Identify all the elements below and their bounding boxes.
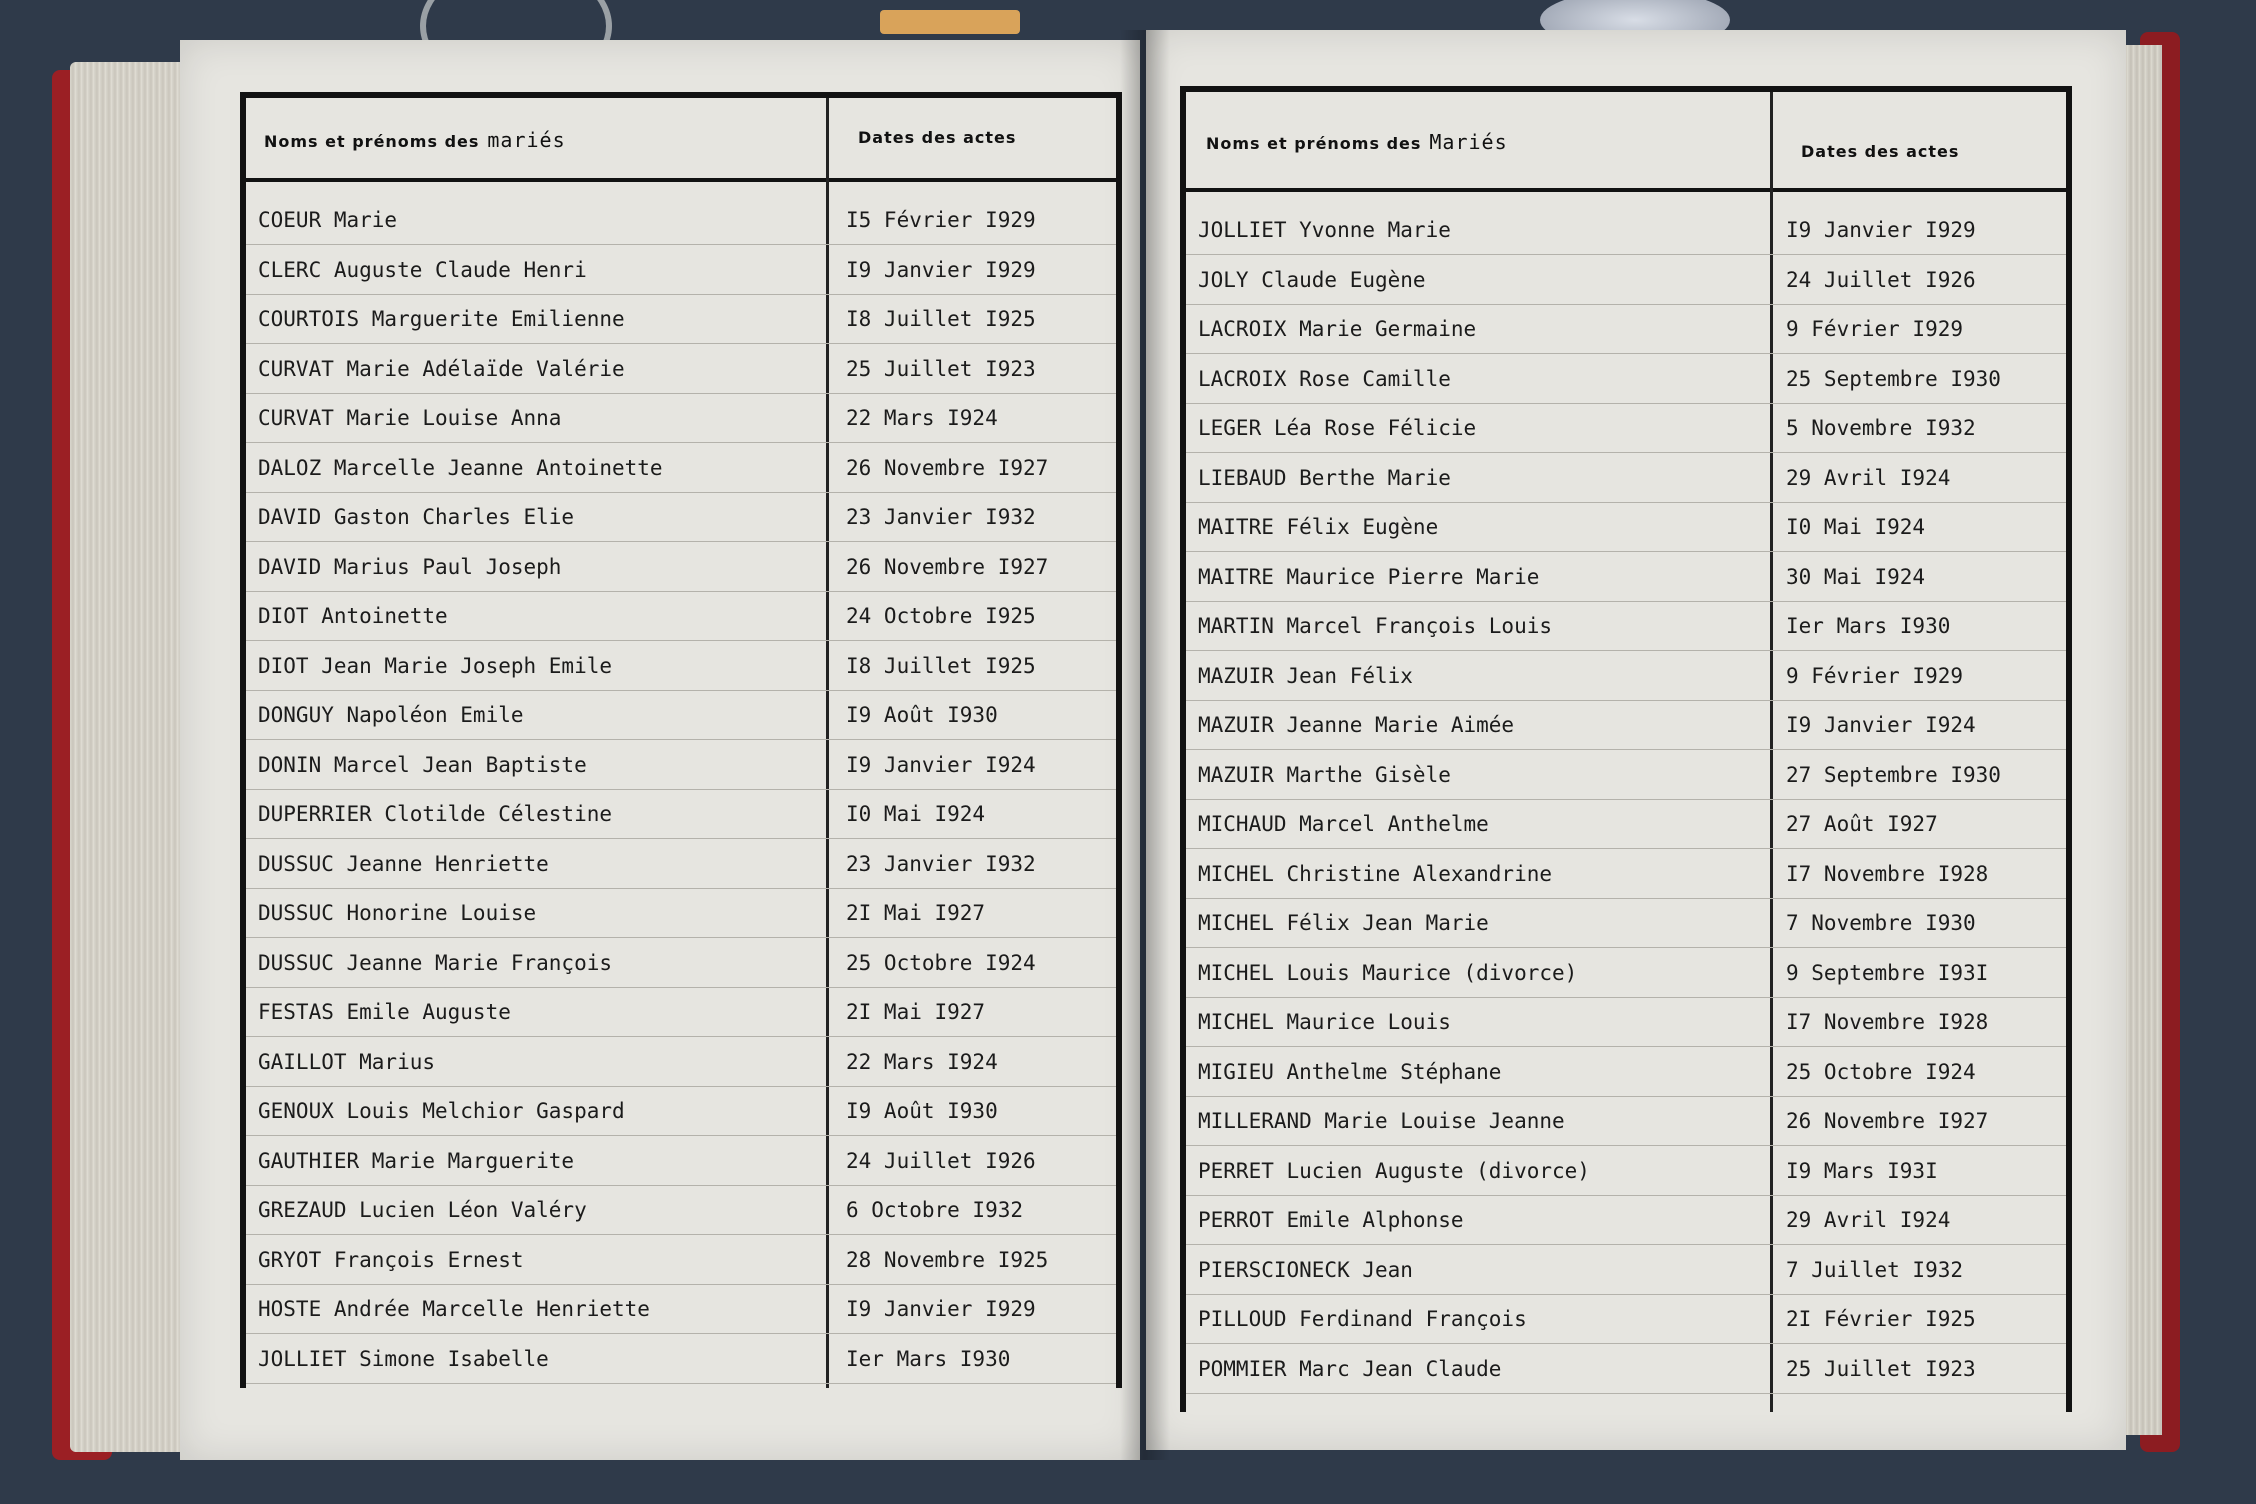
entry-name: LACROIX Marie Germaine bbox=[1198, 317, 1477, 341]
entry-date: 22 Mars I924 bbox=[846, 406, 998, 430]
entry-date: I5 Février I929 bbox=[846, 208, 1036, 232]
entry-name: DAVID Marius Paul Joseph bbox=[258, 554, 562, 579]
entry-date: 24 Octobre I925 bbox=[846, 604, 1036, 628]
entry-name: LIEBAUD Berthe Marie bbox=[1198, 465, 1451, 490]
entry-date: 22 Mars I924 bbox=[846, 1049, 998, 1074]
left-header-handwritten: mariés bbox=[487, 128, 566, 152]
register-row bbox=[246, 198, 1116, 245]
entry-name: JOLLIET Simone Isabelle bbox=[258, 1346, 549, 1371]
entry-date: I9 Janvier I924 bbox=[846, 752, 1036, 777]
entry-date: 30 Mai I924 bbox=[1786, 564, 1926, 589]
entry-name: GREZAUD Lucien Léon Valéry bbox=[258, 1198, 587, 1222]
entry-date: I9 Janvier I924 bbox=[1786, 713, 1976, 737]
entry-date: I7 Novembre I928 bbox=[1786, 1010, 1989, 1034]
entry-name: DALOZ Marcelle Jeanne Antoinette bbox=[258, 455, 663, 480]
entry-name: MARTIN Marcel François Louis bbox=[1198, 614, 1553, 638]
entry-date: 9 Septembre I93I bbox=[1786, 960, 1989, 985]
right-table-header bbox=[1186, 92, 2066, 192]
register-row bbox=[1186, 802, 2066, 849]
register-row bbox=[1186, 852, 2066, 899]
entry-date: 5 Novembre I932 bbox=[1786, 416, 1976, 440]
entry-name: POMMIER Marc Jean Claude bbox=[1198, 1356, 1502, 1381]
entry-name: DUPERRIER Clotilde Célestine bbox=[258, 802, 613, 826]
entry-date: 29 Avril I924 bbox=[1786, 1208, 1951, 1232]
register-row bbox=[1186, 307, 2066, 354]
entry-date: 23 Janvier I932 bbox=[846, 851, 1036, 876]
entry-name: DONGUY Napoléon Emile bbox=[258, 703, 524, 727]
register-row bbox=[1186, 555, 2066, 602]
entry-date: 25 Juillet I923 bbox=[846, 356, 1036, 381]
right-header-handwritten: Mariés bbox=[1429, 130, 1508, 154]
entry-name: MICHAUD Marcel Anthelme bbox=[1198, 812, 1489, 836]
register-row bbox=[1186, 1297, 2066, 1344]
entry-name: PILLOUD Ferdinand François bbox=[1198, 1307, 1527, 1331]
register-row bbox=[1186, 753, 2066, 800]
book-gutter bbox=[1120, 30, 1170, 1460]
left-header-dates: Dates des actes bbox=[858, 128, 1017, 147]
register-row bbox=[246, 1337, 1116, 1384]
entry-name: MICHEL Maurice Louis bbox=[1198, 1010, 1451, 1034]
register-row bbox=[246, 1089, 1116, 1136]
entry-date: I0 Mai I924 bbox=[846, 802, 986, 826]
entry-name: PERRET Lucien Auguste (divorce) bbox=[1198, 1158, 1590, 1183]
register-row bbox=[246, 1238, 1116, 1285]
entry-name: GRYOT François Ernest bbox=[258, 1247, 524, 1272]
register-row bbox=[246, 594, 1116, 641]
entry-name: LEGER Léa Rose Félicie bbox=[1198, 416, 1477, 440]
entry-name: MICHEL Louis Maurice (divorce) bbox=[1198, 960, 1578, 985]
register-row bbox=[246, 693, 1116, 740]
entry-date: 25 Octobre I924 bbox=[846, 950, 1036, 975]
entry-date: 9 Février I929 bbox=[1786, 663, 1964, 688]
page-stack-left bbox=[70, 62, 190, 1452]
entry-name: HOSTE Andrée Marcelle Henriette bbox=[258, 1297, 650, 1321]
entry-date: I9 Mars I93I bbox=[1786, 1158, 1938, 1183]
entry-date: 24 Juillet I926 bbox=[1786, 267, 1976, 292]
register-row bbox=[1186, 1050, 2066, 1097]
register-row bbox=[246, 792, 1116, 839]
register-row bbox=[1186, 654, 2066, 701]
entry-name: MAZUIR Marthe Gisèle bbox=[1198, 762, 1451, 787]
entry-name: MAITRE Maurice Pierre Marie bbox=[1198, 564, 1540, 589]
entry-name: COURTOIS Marguerite Emilienne bbox=[258, 307, 625, 331]
entry-date: I8 Juillet I925 bbox=[846, 653, 1036, 678]
entry-name: PERROT Emile Alphonse bbox=[1198, 1208, 1464, 1232]
entry-date: 29 Avril I924 bbox=[1786, 465, 1951, 490]
entry-name: MILLERAND Marie Louise Jeanne bbox=[1198, 1109, 1565, 1133]
register-row bbox=[1186, 505, 2066, 552]
entry-date: 7 Juillet I932 bbox=[1786, 1257, 1964, 1282]
entry-name: COEUR Marie bbox=[258, 208, 398, 232]
entry-date: 2I Mai I927 bbox=[846, 1000, 986, 1024]
register-row bbox=[1186, 604, 2066, 651]
register-row bbox=[246, 1040, 1116, 1087]
entry-name: DAVID Gaston Charles Elie bbox=[258, 505, 575, 529]
register-row bbox=[246, 1287, 1116, 1334]
entry-date: I8 Juillet I925 bbox=[846, 307, 1036, 331]
register-row bbox=[246, 941, 1116, 988]
entry-name: DONIN Marcel Jean Baptiste bbox=[258, 752, 587, 777]
entry-name: FESTAS Emile Auguste bbox=[258, 1000, 511, 1024]
entry-name: MICHEL Christine Alexandrine bbox=[1198, 861, 1553, 886]
entry-date: 28 Novembre I925 bbox=[846, 1247, 1049, 1272]
left-header-names bbox=[264, 128, 566, 152]
register-row bbox=[246, 842, 1116, 889]
entry-date: 25 Octobre I924 bbox=[1786, 1059, 1976, 1084]
register-row bbox=[1186, 1248, 2066, 1295]
entry-date: 2I Février I925 bbox=[1786, 1307, 1976, 1331]
entry-date: 25 Septembre I930 bbox=[1786, 366, 2001, 391]
entry-name: CURVAT Marie Adélaïde Valérie bbox=[258, 356, 625, 381]
entry-date: I0 Mai I924 bbox=[1786, 515, 1926, 539]
register-row bbox=[1186, 208, 2066, 255]
register-row bbox=[246, 396, 1116, 443]
entry-date: 26 Novembre I927 bbox=[1786, 1109, 1989, 1133]
entry-name: CURVAT Marie Louise Anna bbox=[258, 406, 562, 430]
entry-date: 27 Septembre I930 bbox=[1786, 762, 2001, 787]
entry-name: DUSSUC Jeanne Marie François bbox=[258, 950, 613, 975]
entry-name: MIGIEU Anthelme Stéphane bbox=[1198, 1059, 1502, 1084]
register-row bbox=[1186, 703, 2066, 750]
register-row bbox=[246, 644, 1116, 691]
left-register-table bbox=[240, 92, 1122, 1388]
register-row bbox=[246, 297, 1116, 344]
entry-name: JOLLIET Yvonne Marie bbox=[1198, 218, 1451, 242]
entry-date: 25 Juillet I923 bbox=[1786, 1356, 1976, 1381]
entry-date: 27 Août I927 bbox=[1786, 812, 1938, 836]
register-row bbox=[1186, 1000, 2066, 1047]
register-row bbox=[1186, 951, 2066, 998]
entry-name: DIOT Antoinette bbox=[258, 604, 448, 628]
register-row bbox=[246, 1139, 1116, 1186]
register-row bbox=[246, 743, 1116, 790]
register-row bbox=[246, 446, 1116, 493]
entry-name: MAZUIR Jean Félix bbox=[1198, 663, 1413, 688]
entry-name: CLERC Auguste Claude Henri bbox=[258, 257, 587, 282]
entry-name: PIERSCIONECK Jean bbox=[1198, 1257, 1413, 1282]
right-header-names bbox=[1206, 130, 1508, 154]
entry-name: MICHEL Félix Jean Marie bbox=[1198, 911, 1489, 935]
entry-name: MAITRE Félix Eugène bbox=[1198, 515, 1439, 539]
entry-date: Ier Mars I930 bbox=[1786, 614, 1951, 638]
entry-name: GAUTHIER Marie Marguerite bbox=[258, 1148, 575, 1173]
entry-date: I9 Août I930 bbox=[846, 703, 998, 727]
entry-name: JOLY Claude Eugène bbox=[1198, 267, 1426, 292]
left-table-header bbox=[246, 98, 1116, 182]
register-row bbox=[246, 347, 1116, 394]
entry-date: 7 Novembre I930 bbox=[1786, 911, 1976, 935]
register-row bbox=[1186, 901, 2066, 948]
register-row bbox=[1186, 456, 2066, 503]
entry-date: 2I Mai I927 bbox=[846, 901, 986, 925]
register-row bbox=[1186, 406, 2066, 453]
entry-date: 26 Novembre I927 bbox=[846, 455, 1049, 480]
entry-name: DUSSUC Jeanne Henriette bbox=[258, 851, 549, 876]
register-row bbox=[246, 248, 1116, 295]
ribbon-bookmark bbox=[880, 10, 1020, 34]
entry-name: GAILLOT Marius bbox=[258, 1049, 436, 1074]
left-header-names-label: Noms et prénoms des bbox=[264, 132, 480, 151]
register-row bbox=[1186, 1099, 2066, 1146]
entry-date: I9 Janvier I929 bbox=[1786, 218, 1976, 242]
entry-date: Ier Mars I930 bbox=[846, 1346, 1011, 1371]
entry-date: I9 Août I930 bbox=[846, 1099, 998, 1123]
entry-date: 6 Octobre I932 bbox=[846, 1198, 1024, 1222]
entry-name: DIOT Jean Marie Joseph Emile bbox=[258, 653, 613, 678]
register-row bbox=[246, 495, 1116, 542]
entry-date: 26 Novembre I927 bbox=[846, 554, 1049, 579]
entry-date: I9 Janvier I929 bbox=[846, 257, 1036, 282]
right-register-table bbox=[1180, 86, 2072, 1412]
entry-name: GENOUX Louis Melchior Gaspard bbox=[258, 1099, 625, 1123]
entry-name: MAZUIR Jeanne Marie Aimée bbox=[1198, 713, 1515, 737]
register-row bbox=[1186, 1198, 2066, 1245]
register-row bbox=[1186, 258, 2066, 305]
entry-name: DUSSUC Honorine Louise bbox=[258, 901, 537, 925]
register-row bbox=[246, 990, 1116, 1037]
register-row bbox=[246, 891, 1116, 938]
register-row bbox=[246, 1188, 1116, 1235]
register-row bbox=[1186, 1347, 2066, 1394]
entry-name: LACROIX Rose Camille bbox=[1198, 366, 1451, 391]
register-row bbox=[1186, 1149, 2066, 1196]
register-row bbox=[246, 545, 1116, 592]
entry-date: 23 Janvier I932 bbox=[846, 505, 1036, 529]
register-row bbox=[1186, 357, 2066, 404]
entry-date: 24 Juillet I926 bbox=[846, 1148, 1036, 1173]
entry-date: I9 Janvier I929 bbox=[846, 1297, 1036, 1321]
entry-date: I7 Novembre I928 bbox=[1786, 861, 1989, 886]
entry-date: 9 Février I929 bbox=[1786, 317, 1964, 341]
right-header-names-label: Noms et prénoms des bbox=[1206, 134, 1422, 153]
right-header-dates: Dates des actes bbox=[1801, 142, 1960, 161]
